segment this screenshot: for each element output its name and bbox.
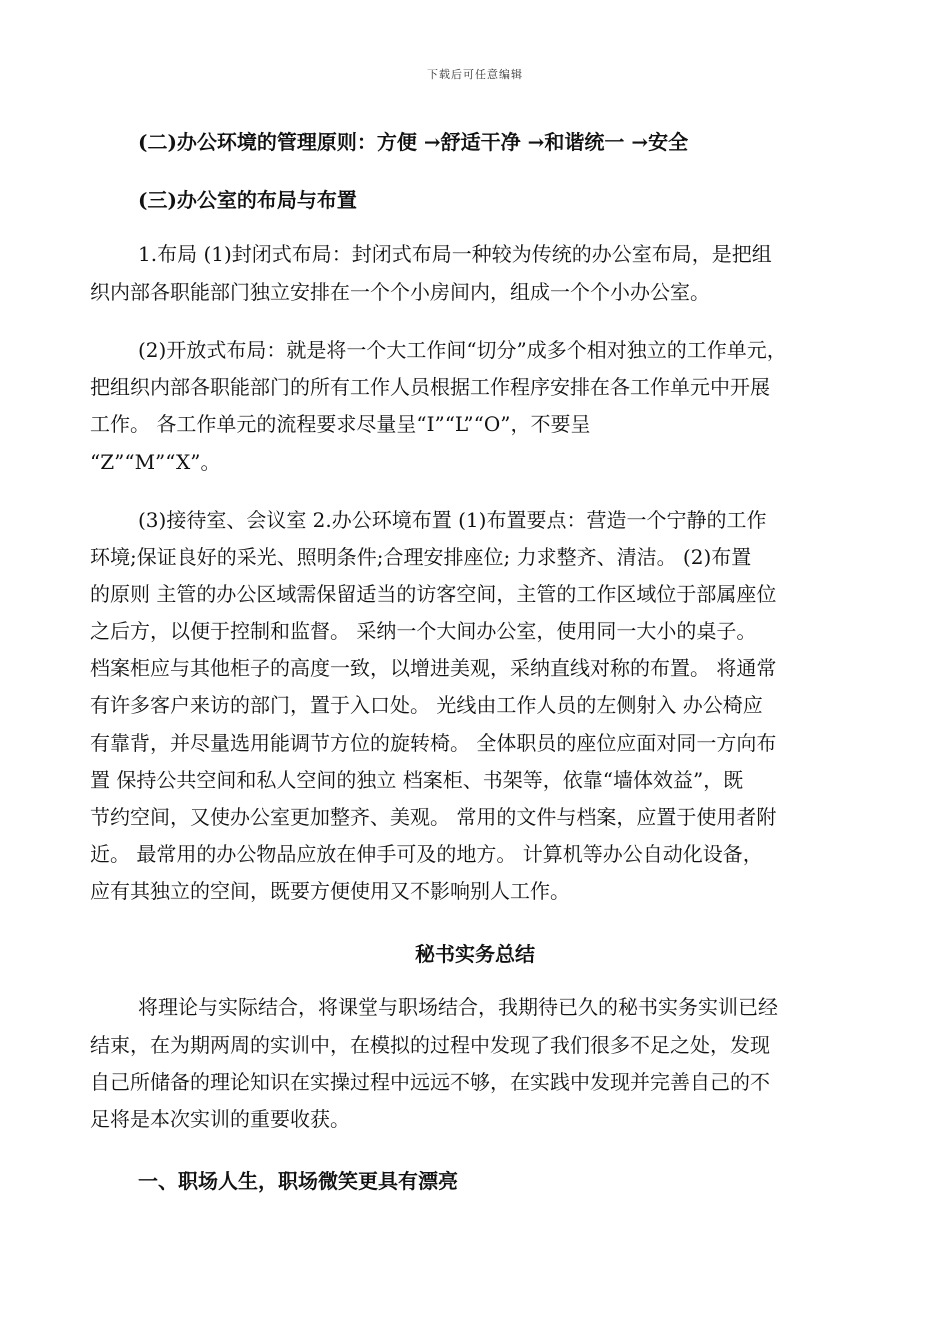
text-line: 把组织内部各职能部门的所有工作人员根据工作程序安排在各工作单元中开展 bbox=[90, 375, 770, 399]
text-line: 1.布局 (1)封闭式布局：封闭式布局一种较为传统的办公室布局，是把组 bbox=[138, 242, 772, 266]
text-line: 将理论与实际结合，将课堂与职场结合，我期待已久的秘书实务实训已经 bbox=[138, 995, 778, 1019]
text-line: 结束，在为期两周的实训中，在模拟的过程中发现了我们很多不足之处，发现 bbox=[90, 1033, 770, 1057]
page-header: 下载后可任意编辑 bbox=[427, 68, 523, 81]
text-line: 置 保持公共空间和私人空间的独立 档案柜、书架等，依靠“墙体效益”，既 bbox=[90, 768, 744, 792]
text-line: 之后方，以便于控制和监督。 采纳一个大间办公室，使用同一大小的桌子。 bbox=[90, 619, 757, 643]
text-line: 应有其独立的空间，既要方便使用又不影响别人工作。 bbox=[90, 879, 570, 903]
text-line: 织内部各职能部门独立安排在一个个小房间内，组成一个个小办公室。 bbox=[90, 280, 710, 304]
text-line: 自己所储备的理论知识在实操过程中远远不够，在实践中发现并完善自己的不 bbox=[90, 1070, 770, 1094]
text-line: 有靠背，并尽量选用能调节方位的旋转椅。 全体职员的座位应面对同一方向布 bbox=[90, 731, 777, 755]
heading-management-principles: (二)办公环境的管理原则：方便 →舒适干净 →和谐统一 →安全 bbox=[138, 130, 689, 154]
text-line: 有许多客户来访的部门，置于入口处。 光线由工作人员的左侧射入 办公椅应 bbox=[90, 693, 763, 717]
text-line: “Z”“M”“X”。 bbox=[90, 450, 221, 474]
heading-layout-arrangement: (三)办公室的布局与布置 bbox=[138, 188, 357, 212]
text-line: (2)开放式布局：就是将一个大工作间“切分”成多个相对独立的工作单元， bbox=[138, 338, 787, 362]
summary-title: 秘书实务总结 bbox=[415, 942, 535, 966]
text-line: 近。 最常用的办公物品应放在伸手可及的地方。 计算机等办公自动化设备， bbox=[90, 842, 763, 866]
text-line: 档案柜应与其他柜子的高度一致，以增进美观，采纳直线对称的布置。 将通常 bbox=[90, 656, 777, 680]
text-line: 工作。 各工作单元的流程要求尽量呈“I”“L”“O”，不要呈 bbox=[90, 412, 591, 436]
text-line: 的原则 主管的办公区域需保留适当的访客空间，主管的工作区域位于部属座位 bbox=[90, 582, 777, 606]
text-line: (3)接待室、会议室 2.办公环境布置 (1)布置要点：营造一个宁静的工作 bbox=[138, 508, 767, 532]
text-line: 节约空间，又使办公室更加整齐、美观。 常用的文件与档案，应置于使用者附 bbox=[90, 805, 777, 829]
text-line: 环境;保证良好的采光、照明条件;合理安排座位; 力求整齐、清洁。 (2)布置 bbox=[90, 545, 752, 569]
text-line: 足将是本次实训的重要收获。 bbox=[90, 1107, 350, 1131]
section-heading-workplace-smile: 一、职场人生，职场微笑更具有漂亮 bbox=[138, 1169, 458, 1193]
